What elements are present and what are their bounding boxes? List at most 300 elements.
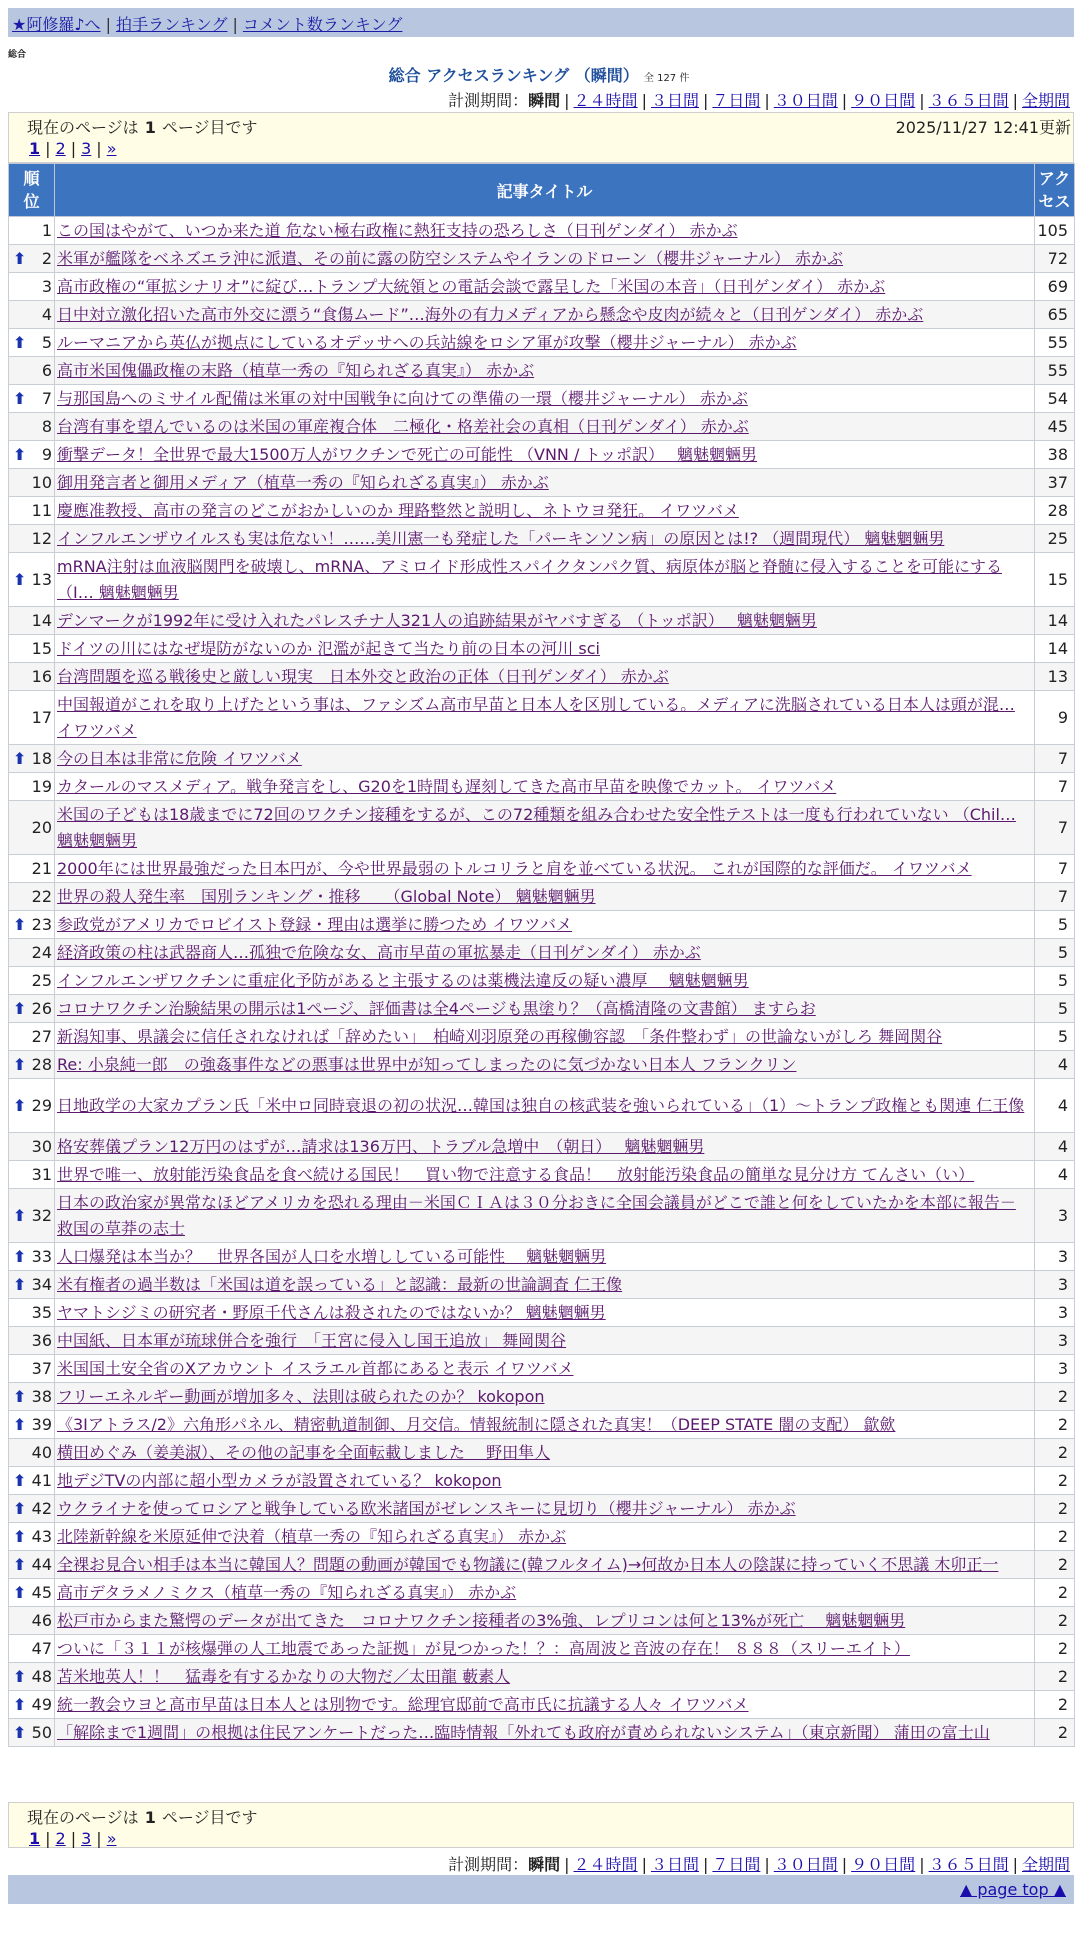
clap-ranking-link[interactable]: 拍手ランキング bbox=[115, 15, 228, 34]
table-row bbox=[9, 635, 1075, 663]
table-row bbox=[9, 441, 1075, 469]
rank-up-arrow-icon: ⬆ bbox=[13, 1055, 27, 1074]
article-link[interactable]: 経済政策の柱は武器商人…孤独で危険な女、高市早苗の軍拡暴走（日刊ゲンダイ） 赤かぶ bbox=[57, 942, 701, 962]
article-link[interactable]: 高市デタラメノミクス（植草一秀の『知られざる真実』） 赤かぶ bbox=[57, 1582, 517, 1602]
article-link[interactable]: インフルエンザワクチンに重症化予防があると主張するのは薬機法違反の疑い濃厚 魑魅魍魎男 bbox=[57, 970, 749, 990]
article-link[interactable]: mRNA注射は血液脳関門を破壊し、mRNA、アミロイド形成性スパイクタンパク質、病原体が脳と脊髄に侵入することを可能にする（I… 魑魅魍魎男 bbox=[57, 556, 1002, 602]
rank-cell bbox=[9, 301, 55, 329]
access-count: 5 bbox=[1035, 967, 1075, 995]
pager-separator: | bbox=[70, 138, 77, 158]
period-separator: | bbox=[641, 91, 647, 110]
period-link[interactable]: ７日間 bbox=[712, 1855, 761, 1874]
home-link[interactable]: ★阿修羅♪へ bbox=[12, 15, 101, 34]
title-cell bbox=[55, 1023, 1035, 1051]
access-count: 2 bbox=[1035, 1663, 1075, 1691]
article-link[interactable]: 台湾問題を巡る戦後史と厳しい現実 日本外交と政治の正体（日刊ゲンダイ） 赤かぶ bbox=[57, 666, 669, 686]
ranking-heading bbox=[0, 63, 1078, 86]
rank-number: 44 bbox=[31, 1555, 52, 1574]
rank-number: 8 bbox=[41, 417, 52, 436]
rank-up-arrow-icon: ⬆ bbox=[13, 1096, 27, 1115]
period-link[interactable]: ３日間 bbox=[650, 91, 699, 110]
access-count: 5 bbox=[1035, 1023, 1075, 1051]
table-row bbox=[9, 1523, 1075, 1551]
table-row bbox=[9, 385, 1075, 413]
article-link[interactable]: 高市政権の“軍拡シナリオ”に綻び…トランプ大統領との電話会談で露呈した「米国の本音」（日刊ゲンダイ） 赤かぶ bbox=[57, 276, 886, 296]
rank-number: 3 bbox=[41, 277, 52, 296]
article-link[interactable]: ルーマニアから英仏が拠点にしているオデッサへの兵站線をロシア軍が攻撃（櫻井ジャーナル） 赤かぶ bbox=[57, 332, 797, 352]
period-selector-top bbox=[448, 88, 1070, 111]
rank-cell bbox=[9, 441, 55, 469]
title-cell bbox=[55, 745, 1035, 773]
rank-cell bbox=[9, 1607, 55, 1635]
rank-cell bbox=[9, 607, 55, 635]
access-count: 2 bbox=[1035, 1691, 1075, 1719]
title-cell bbox=[55, 855, 1035, 883]
rank-number: 14 bbox=[31, 611, 52, 630]
table-row bbox=[9, 273, 1075, 301]
period-link[interactable]: ７日間 bbox=[712, 91, 761, 110]
article-link[interactable]: 世界で唯一、放射能汚染食品を食べ続ける国民！ 買い物で注意する食品！ 放射能汚染食品の簡単な見分け方 てんさい（い） bbox=[57, 1164, 975, 1184]
article-link[interactable]: 米有権者の過半数は「米国は道を誤っている」と認識：最新の世論調査 仁王像 bbox=[57, 1274, 623, 1294]
article-link[interactable]: インフルエンザウイルスも実は危ない！……美川憲一も発症した「パーキンソン病」の原因とは!? （週間現代） 魑魅魍魎男 bbox=[57, 528, 945, 548]
rank-cell bbox=[9, 1051, 55, 1079]
access-count: 3 bbox=[1035, 1327, 1075, 1355]
rank-cell bbox=[9, 245, 55, 273]
access-count: 69 bbox=[1035, 273, 1075, 301]
rank-number: 12 bbox=[31, 529, 52, 548]
access-count: 3 bbox=[1035, 1243, 1075, 1271]
rank-number: 39 bbox=[31, 1415, 52, 1434]
access-count: 2 bbox=[1035, 1551, 1075, 1579]
table-row bbox=[9, 1299, 1075, 1327]
article-link[interactable]: 日地政学の大家カプラン氏「米中ロ同時衰退の初の状況…韓国は独自の核武装を強いられている」（1）～トランプ政権とも関連 仁王像 bbox=[57, 1095, 1025, 1115]
rank-cell bbox=[9, 1691, 55, 1719]
title-cell bbox=[55, 663, 1035, 691]
rank-number: 28 bbox=[31, 1055, 52, 1074]
table-row bbox=[9, 525, 1075, 553]
rank-cell bbox=[9, 1161, 55, 1189]
period-separator: | bbox=[764, 91, 770, 110]
article-link[interactable]: ドイツの川にはなぜ堤防がないのか 氾濫が起きて当たり前の日本の河川 sci bbox=[57, 638, 600, 658]
article-link[interactable]: コロナワクチン治験結果の開示は1ページ、評価書は全4ページも黒塗り？（高橋清隆の文書館） ますらお bbox=[57, 998, 816, 1018]
current-page-prefix: 現在のページは bbox=[27, 1807, 139, 1827]
access-count: 4 bbox=[1035, 1051, 1075, 1079]
access-count: 15 bbox=[1035, 553, 1075, 607]
title-cell bbox=[55, 1635, 1035, 1663]
table-row bbox=[9, 607, 1075, 635]
rank-number: 43 bbox=[31, 1527, 52, 1546]
article-link[interactable]: 北陸新幹線を米原延伸で決着（植草一秀の『知られざる真実』） 赤かぶ bbox=[57, 1526, 567, 1546]
current-page-text bbox=[27, 115, 258, 138]
period-separator: | bbox=[841, 91, 848, 110]
rank-cell bbox=[9, 553, 55, 607]
period-separator: | bbox=[764, 1855, 770, 1874]
current-page-suffix: ページ目です bbox=[161, 117, 258, 137]
rank-number: 2 bbox=[41, 249, 52, 268]
title-cell bbox=[55, 385, 1035, 413]
table-row bbox=[9, 217, 1075, 245]
rank-cell bbox=[9, 911, 55, 939]
article-link[interactable]: 慶應准教授、高市の発言のどこがおかしいのか 理路整然と説明し、ネトウヨ発狂。 イワツバメ bbox=[57, 500, 739, 520]
rank-number: 22 bbox=[31, 887, 52, 906]
rank-number: 35 bbox=[31, 1303, 52, 1322]
title-cell bbox=[55, 607, 1035, 635]
table-row bbox=[9, 1439, 1075, 1467]
nav-separator: | bbox=[105, 15, 111, 34]
access-count: 7 bbox=[1035, 745, 1075, 773]
article-link[interactable]: 衝撃データ！全世界で最大1500万人がワクチンで死亡の可能性 （VNN / トッポ訳） 魑魅魍魎男 bbox=[57, 444, 758, 464]
title-cell bbox=[55, 273, 1035, 301]
article-link[interactable]: 統一教会ウヨと高市早苗は日本人とは別物です。総理官邸前で高市氏に抗議する人々 イワツバメ bbox=[57, 1694, 749, 1714]
title-header: 記事タイトル bbox=[55, 164, 1035, 217]
rank-cell bbox=[9, 1635, 55, 1663]
rank-up-arrow-icon: ⬆ bbox=[13, 1499, 27, 1518]
pager-link-3[interactable]: 3 bbox=[81, 1828, 92, 1848]
article-link[interactable]: 新潟知事、県議会に信任されなければ「辞めたい」 柏崎刈羽原発の再稼働容認 「条件整わず」の世論ないがしろ 舞岡関谷 bbox=[57, 1026, 943, 1046]
rank-number: 6 bbox=[41, 361, 52, 380]
rank-cell bbox=[9, 801, 55, 855]
period-label: 計測期間： bbox=[448, 1855, 529, 1874]
rank-number: 26 bbox=[31, 999, 52, 1018]
rank-number: 40 bbox=[31, 1443, 52, 1462]
rank-up-arrow-icon: ⬆ bbox=[13, 249, 27, 268]
access-count: 55 bbox=[1035, 329, 1075, 357]
table-row bbox=[9, 413, 1075, 441]
article-link[interactable]: 格安葬儀プラン12万円のはずが…請求は136万円、トラブル急増中 （朝日） 魑魅魍魎男 bbox=[57, 1136, 705, 1156]
access-count: 5 bbox=[1035, 911, 1075, 939]
period-label: 計測期間： bbox=[448, 91, 529, 110]
rank-up-arrow-icon: ⬆ bbox=[13, 389, 27, 408]
access-count: 2 bbox=[1035, 1635, 1075, 1663]
table-row bbox=[9, 1383, 1075, 1411]
article-link[interactable]: ウクライナを使ってロシアと戦争している欧米諸国がゼレンスキーに見切り（櫻井ジャーナル） 赤かぶ bbox=[57, 1498, 796, 1518]
access-count: 7 bbox=[1035, 773, 1075, 801]
period-separator: | bbox=[919, 91, 925, 110]
rank-number: 45 bbox=[31, 1583, 52, 1602]
period-link[interactable]: ２４時間 bbox=[573, 91, 638, 110]
title-cell bbox=[55, 553, 1035, 607]
table-row bbox=[9, 995, 1075, 1023]
pager-link-next[interactable]: » bbox=[106, 1828, 117, 1848]
article-link[interactable]: 米国国土安全省のXアカウント イスラエル首都にあると表示 イワツバメ bbox=[57, 1358, 574, 1378]
rank-number: 42 bbox=[31, 1499, 52, 1518]
rank-number: 48 bbox=[31, 1667, 52, 1686]
title-cell bbox=[55, 413, 1035, 441]
total-count: 全 127 件 bbox=[643, 73, 690, 84]
pager-link-2[interactable]: 2 bbox=[55, 1828, 66, 1848]
table-row bbox=[9, 1079, 1075, 1133]
pager-link-2[interactable]: 2 bbox=[55, 138, 66, 158]
rank-cell bbox=[9, 329, 55, 357]
period-selector-bottom bbox=[448, 1852, 1070, 1875]
access-count: 3 bbox=[1035, 1355, 1075, 1383]
rank-up-arrow-icon: ⬆ bbox=[13, 1206, 27, 1225]
title-cell bbox=[55, 1271, 1035, 1299]
table-row bbox=[9, 855, 1075, 883]
table-row bbox=[9, 469, 1075, 497]
top-nav bbox=[8, 8, 1074, 37]
access-count: 55 bbox=[1035, 357, 1075, 385]
page-info-bottom bbox=[8, 1802, 1074, 1848]
period-link[interactable]: 全期間 bbox=[1021, 1855, 1070, 1874]
rank-number: 11 bbox=[31, 501, 52, 520]
rank-cell bbox=[9, 273, 55, 301]
rank-number: 36 bbox=[31, 1331, 52, 1350]
article-link[interactable]: Re: 小泉純一郎 の強姦事件などの悪事は世界中が知ってしまったのに気づかない日本人 フランクリン bbox=[57, 1054, 797, 1074]
period-current: 瞬間 bbox=[528, 91, 561, 110]
rank-number: 27 bbox=[31, 1027, 52, 1046]
rank-up-arrow-icon: ⬆ bbox=[13, 570, 27, 589]
article-link[interactable]: デンマークが1992年に受け入れたパレスチナ人321人の追跡結果がヤバすぎる （トッポ訳） 魑魅魍魎男 bbox=[57, 610, 817, 630]
rank-cell bbox=[9, 1299, 55, 1327]
title-cell bbox=[55, 1189, 1035, 1243]
article-link[interactable]: 横田めぐみ（姜美淑）、その他の記事を全面転載しました 野田隼人 bbox=[57, 1442, 551, 1462]
article-link[interactable]: 中国紙、日本軍が琉球併合を強行 「王宮に侵入し国王追放」 舞岡関谷 bbox=[57, 1330, 567, 1350]
rank-number: 37 bbox=[31, 1359, 52, 1378]
access-count: 4 bbox=[1035, 1079, 1075, 1133]
article-link[interactable]: 台湾有事を望んでいるのは米国の軍産複合体 二極化・格差社会の真相（日刊ゲンダイ） 赤かぶ bbox=[57, 416, 749, 436]
rank-cell bbox=[9, 773, 55, 801]
title-cell bbox=[55, 1523, 1035, 1551]
table-row bbox=[9, 1327, 1075, 1355]
table-row bbox=[9, 1271, 1075, 1299]
rank-cell bbox=[9, 1133, 55, 1161]
period-link[interactable]: 全期間 bbox=[1021, 91, 1070, 110]
table-row bbox=[9, 1635, 1075, 1663]
rank-cell bbox=[9, 1495, 55, 1523]
title-cell bbox=[55, 1579, 1035, 1607]
period-link[interactable]: ２４時間 bbox=[573, 1855, 638, 1874]
title-cell bbox=[55, 773, 1035, 801]
pager bbox=[9, 137, 1073, 159]
title-cell bbox=[55, 1719, 1035, 1747]
current-page-prefix: 現在のページは bbox=[27, 117, 139, 137]
article-link[interactable]: 与那国島へのミサイル配備は米軍の対中国戦争に向けての準備の一環（櫻井ジャーナル） 赤かぶ bbox=[57, 388, 748, 408]
article-link[interactable]: 高市米国傀儡政権の末路（植草一秀の『知られざる真実』） 赤かぶ bbox=[57, 360, 535, 380]
article-link[interactable]: 参政党がアメリカでロビイスト登録・理由は選挙に勝つため イワツバメ bbox=[57, 914, 573, 934]
article-link[interactable]: 人口爆発は本当か？ 世界各国が人口を水増ししている可能性 魑魅魍魎男 bbox=[57, 1246, 607, 1266]
access-count: 54 bbox=[1035, 385, 1075, 413]
pager-separator: | bbox=[96, 138, 102, 158]
article-link[interactable]: 松戸市からまた驚愕のデータが出てきた コロナワクチン接種者の3%強、レプリコンは何と13%が死亡 魑魅魍魎男 bbox=[57, 1610, 906, 1630]
article-link[interactable]: 苫米地英人！！ 猛毒を有するかなりの大物だ／太田龍 藪素人 bbox=[57, 1666, 511, 1686]
rank-cell bbox=[9, 1411, 55, 1439]
rank-number: 29 bbox=[31, 1096, 52, 1115]
title-cell bbox=[55, 1467, 1035, 1495]
table-row bbox=[9, 329, 1075, 357]
rank-cell bbox=[9, 663, 55, 691]
rank-cell bbox=[9, 1271, 55, 1299]
title-cell bbox=[55, 1439, 1035, 1467]
article-link[interactable]: 中国報道がこれを取り上げたという事は、ファシズム高市早苗と日本人を区別している。メディアに洗脳されている日本人は頭が混… イワツバメ bbox=[57, 694, 1015, 740]
rank-cell bbox=[9, 525, 55, 553]
access-count: 5 bbox=[1035, 939, 1075, 967]
title-cell bbox=[55, 1663, 1035, 1691]
period-link[interactable]: ９０日間 bbox=[851, 1855, 916, 1874]
access-count: 4 bbox=[1035, 1133, 1075, 1161]
title-cell bbox=[55, 967, 1035, 995]
article-link[interactable]: 日中対立激化招いた高市外交に漂う“食傷ムード”…海外の有力メディアから懸念や皮肉が続々と（日刊ゲンダイ） 赤かぶ bbox=[57, 304, 924, 324]
article-link[interactable]: 日本の政治家が異常なほどアメリカを恐れる理由－米国ＣＩＡは３０分おきに全国会議員がどこで誰と何をしていたかを本部に報告－ 救国の草莽の志士 bbox=[57, 1192, 1016, 1238]
rank-header: 順位 bbox=[9, 164, 55, 217]
period-separator: | bbox=[564, 91, 570, 110]
table-row bbox=[9, 1133, 1075, 1161]
period-link[interactable]: ３日間 bbox=[650, 1855, 699, 1874]
rank-cell bbox=[9, 939, 55, 967]
article-link[interactable]: 御用発言者と御用メディア（植草一秀の『知られざる真実』） 赤かぶ bbox=[57, 472, 549, 492]
rank-up-arrow-icon: ⬆ bbox=[13, 915, 27, 934]
current-page-number: 1 bbox=[144, 117, 156, 137]
pager-link-1[interactable]: 1 bbox=[29, 138, 41, 158]
table-row bbox=[9, 801, 1075, 855]
title-cell bbox=[55, 497, 1035, 525]
table-row bbox=[9, 553, 1075, 607]
rank-number: 49 bbox=[31, 1695, 52, 1714]
page-top-link[interactable]: ▲ page top ▲ bbox=[959, 1880, 1066, 1899]
rank-up-arrow-icon: ⬆ bbox=[13, 1471, 27, 1490]
article-link[interactable]: 「解除まで1週間」の根拠は住民アンケートだった…臨時情報「外れても政府が責められないシステム」（東京新聞） 蒲田の富士山 bbox=[57, 1722, 990, 1742]
rank-up-arrow-icon: ⬆ bbox=[13, 1275, 27, 1294]
access-count: 2 bbox=[1035, 1439, 1075, 1467]
title-cell bbox=[55, 1607, 1035, 1635]
rank-number: 19 bbox=[31, 777, 52, 796]
period-separator: | bbox=[1012, 1855, 1018, 1874]
pager-separator: | bbox=[70, 1828, 77, 1848]
access-count: 28 bbox=[1035, 497, 1075, 525]
period-separator: | bbox=[919, 1855, 925, 1874]
rank-up-arrow-icon: ⬆ bbox=[13, 1415, 27, 1434]
rank-up-arrow-icon: ⬆ bbox=[13, 1527, 27, 1546]
rank-cell bbox=[9, 1663, 55, 1691]
rank-cell bbox=[9, 385, 55, 413]
article-link[interactable]: 全裸お見合い相手は本当に韓国人？問題の動画が韓国でも物議に(韓フルタイム)→何故か日本人の陰謀に持っていく不思議 木卯正一 bbox=[57, 1554, 999, 1574]
comment-ranking-link[interactable]: コメント数ランキング bbox=[242, 15, 403, 34]
title-cell bbox=[55, 525, 1035, 553]
period-current: 瞬間 bbox=[528, 1855, 561, 1874]
access-count: 13 bbox=[1035, 663, 1075, 691]
period-link[interactable]: ９０日間 bbox=[851, 91, 916, 110]
article-link[interactable]: 米国の子どもは18歳までに72回のワクチン接種をするが、この72種類を組み合わせた安全性テストは一度も行われていない （Chil… 魑魅魍魎男 bbox=[57, 804, 1016, 850]
title-cell bbox=[55, 1133, 1035, 1161]
access-count: 14 bbox=[1035, 635, 1075, 663]
period-link[interactable]: ３０日間 bbox=[773, 91, 838, 110]
title-cell bbox=[55, 217, 1035, 245]
access-count: 3 bbox=[1035, 1299, 1075, 1327]
title-cell bbox=[55, 1411, 1035, 1439]
access-count: 2 bbox=[1035, 1467, 1075, 1495]
rank-number: 7 bbox=[41, 389, 52, 408]
title-cell bbox=[55, 939, 1035, 967]
article-link[interactable]: 《3Iアトラス/2》六角形パネル、精密軌道制御、月交信。情報統制に隠された真実！（DEEP STATE 闇の支配） 歙歛 bbox=[57, 1414, 896, 1434]
rank-cell bbox=[9, 883, 55, 911]
period-separator: | bbox=[841, 1855, 848, 1874]
period-link[interactable]: ３０日間 bbox=[773, 1855, 838, 1874]
rank-cell bbox=[9, 1023, 55, 1051]
title-cell bbox=[55, 441, 1035, 469]
access-count: 72 bbox=[1035, 245, 1075, 273]
access-count: 2 bbox=[1035, 1383, 1075, 1411]
rank-number: 21 bbox=[31, 859, 52, 878]
access-count: 2 bbox=[1035, 1495, 1075, 1523]
rank-cell bbox=[9, 1243, 55, 1271]
article-link[interactable]: 今の日本は非常に危険 イワツバメ bbox=[57, 748, 302, 768]
current-page-text bbox=[27, 1805, 258, 1828]
period-link[interactable]: ３６５日間 bbox=[928, 1855, 1009, 1874]
period-separator: | bbox=[702, 1855, 709, 1874]
table-row bbox=[9, 691, 1075, 745]
period-link[interactable]: ３６５日間 bbox=[928, 91, 1009, 110]
access-count: 38 bbox=[1035, 441, 1075, 469]
table-row bbox=[9, 1411, 1075, 1439]
period-separator: | bbox=[641, 1855, 647, 1874]
article-link[interactable]: ヤマトシジミの研究者・野原千代さんは殺されたのではないか？ 魑魅魍魎男 bbox=[57, 1302, 606, 1322]
table-row bbox=[9, 1023, 1075, 1051]
pager-link-3[interactable]: 3 bbox=[81, 138, 92, 158]
article-link[interactable]: 地デジTVの内部に超小型カメラが設置されている？ kokopon bbox=[57, 1470, 502, 1490]
current-page-suffix: ページ目です bbox=[161, 1807, 258, 1827]
access-count: 2 bbox=[1035, 1411, 1075, 1439]
title-cell bbox=[55, 1051, 1035, 1079]
title-cell bbox=[55, 911, 1035, 939]
access-count: 4 bbox=[1035, 1161, 1075, 1189]
rank-up-arrow-icon: ⬆ bbox=[13, 1387, 27, 1406]
rank-cell bbox=[9, 1467, 55, 1495]
page-info-top bbox=[8, 112, 1074, 163]
title-cell bbox=[55, 1299, 1035, 1327]
title-cell bbox=[55, 1161, 1035, 1189]
period-separator: | bbox=[1012, 91, 1018, 110]
rank-cell bbox=[9, 1355, 55, 1383]
rank-cell bbox=[9, 1439, 55, 1467]
rank-cell bbox=[9, 1189, 55, 1243]
access-count: 3 bbox=[1035, 1271, 1075, 1299]
rank-up-arrow-icon: ⬆ bbox=[13, 749, 27, 768]
rank-up-arrow-icon: ⬆ bbox=[13, 1555, 27, 1574]
rank-cell bbox=[9, 1719, 55, 1747]
access-count: 14 bbox=[1035, 607, 1075, 635]
rank-number: 32 bbox=[31, 1206, 52, 1225]
table-row bbox=[9, 301, 1075, 329]
article-link[interactable]: ついに「３１１が核爆弾の人工地震であった証拠」が見つかった！？：高周波と音波の存在！ ８８８（スリーエイト） bbox=[57, 1638, 910, 1658]
table-row bbox=[9, 1579, 1075, 1607]
access-count: 7 bbox=[1035, 855, 1075, 883]
pager-link-1[interactable]: 1 bbox=[29, 1828, 41, 1848]
pager-link-next[interactable]: » bbox=[106, 138, 117, 158]
rank-cell bbox=[9, 1523, 55, 1551]
article-link[interactable]: 米軍が艦隊をベネズエラ沖に派遣、その前に露の防空システムやイランのドローン（櫻井ジャーナル） 赤かぶ bbox=[57, 248, 844, 268]
table-row bbox=[9, 1355, 1075, 1383]
table-row bbox=[9, 1161, 1075, 1189]
rank-number: 46 bbox=[31, 1611, 52, 1630]
period-separator: | bbox=[702, 91, 709, 110]
table-row bbox=[9, 1607, 1075, 1635]
rank-up-arrow-icon: ⬆ bbox=[13, 445, 27, 464]
access-count: 3 bbox=[1035, 1189, 1075, 1243]
article-link[interactable]: 2000年には世界最強だった日本円が、今や世界最弱のトルコリラと肩を並べている状況。 これが国際的な評価だ。 イワツバメ bbox=[57, 858, 972, 878]
access-count: 2 bbox=[1035, 1523, 1075, 1551]
article-link[interactable]: 世界の殺人発生率 国別ランキング・推移 （Global Note） 魑魅魍魎男 bbox=[57, 886, 596, 906]
title-cell bbox=[55, 801, 1035, 855]
pager bbox=[9, 1827, 1073, 1849]
nav-separator: | bbox=[232, 15, 238, 34]
rank-cell bbox=[9, 413, 55, 441]
article-link[interactable]: この国はやがて、いつか来た道 危ない極右政権に熱狂支持の恐ろしさ（日刊ゲンダイ） 赤かぶ bbox=[57, 220, 738, 240]
title-cell bbox=[55, 1355, 1035, 1383]
article-link[interactable]: フリーエネルギー動画が増加多々、法則は破られたのか？ kokopon bbox=[57, 1386, 545, 1406]
table-row bbox=[9, 1243, 1075, 1271]
table-row bbox=[9, 1691, 1075, 1719]
article-link[interactable]: カタールのマスメディア。戦争発言をし、G20を1時間も遅刻してきた高市早苗を映像でカット。 イワツバメ bbox=[57, 776, 837, 796]
